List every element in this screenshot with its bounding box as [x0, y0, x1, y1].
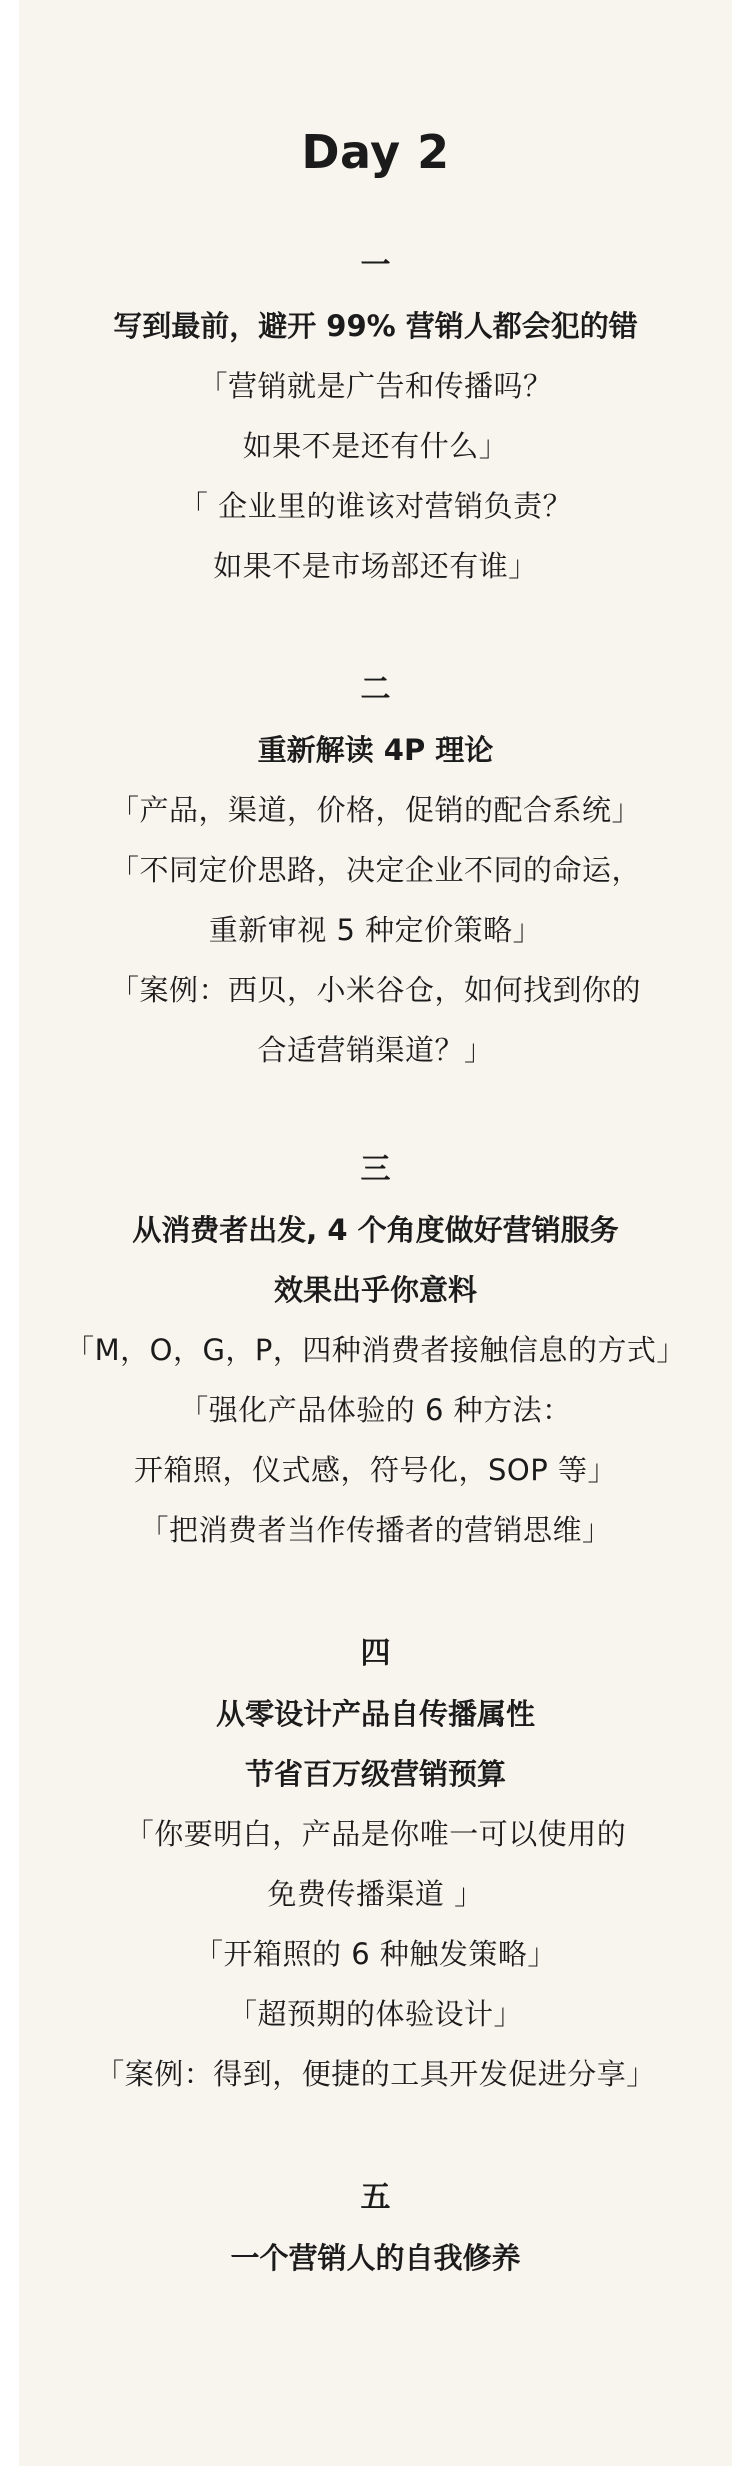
section-4-numeral: 四 — [360, 1636, 391, 1671]
section-4-line-3: 「开箱照的 6 种触发策略」 — [194, 1937, 557, 1971]
section-4-line-1: 「你要明白，产品是你唯一可以使用的 — [124, 1817, 627, 1851]
section-2-line-1: 「产品，渠道，价格，促销的配合系统」 — [109, 793, 641, 827]
section-2-line-3: 重新审视 5 种定价策略」 — [208, 913, 543, 947]
section-4-heading-1: 从零设计产品自传播属性 — [215, 1697, 535, 1731]
section-1-numeral: 一 — [360, 248, 391, 283]
section-3-heading-2: 效果出乎你意料 — [273, 1273, 477, 1307]
section-2-line-5: 合适营销渠道？」 — [257, 1033, 494, 1067]
section-4-line-2: 免费传播渠道 」 — [267, 1877, 484, 1911]
section-2-heading: 重新解读 4P 理论 — [257, 733, 494, 767]
section-3-line-4: 「把消费者当作传播者的营销思维」 — [139, 1513, 612, 1547]
section-4-heading-2: 节省百万级营销预算 — [244, 1757, 506, 1791]
section-2-numeral: 二 — [360, 672, 391, 707]
section-3-line-1: 「M，O，G，P，四种消费者接触信息的方式」 — [65, 1333, 686, 1367]
content-card — [19, 0, 732, 2466]
section-1-line-4: 如果不是市场部还有谁」 — [213, 549, 538, 583]
section-3-line-3: 开箱照，仪式感，符号化，SOP 等」 — [134, 1453, 617, 1487]
section-1-line-1: 「营销就是广告和传播吗？ — [198, 369, 553, 403]
page-title: Day 2 — [301, 125, 450, 179]
section-1-line-2: 如果不是还有什么」 — [242, 429, 509, 463]
section-2-line-2: 「不同定价思路，决定企业不同的命运， — [109, 853, 641, 887]
section-4-line-4: 「超预期的体验设计」 — [227, 1997, 523, 2031]
section-4-line-5: 「案例：得到，便捷的工具开发促进分享」 — [95, 2057, 656, 2091]
section-3-line-2: 「强化产品体验的 6 种方法： — [179, 1393, 572, 1427]
section-5-numeral: 五 — [360, 2180, 391, 2215]
section-3-numeral: 三 — [360, 1152, 391, 1187]
section-1-heading: 写到最前，避开 99% 营销人都会犯的错 — [113, 309, 638, 343]
section-5-heading: 一个营销人的自我修养 — [230, 2241, 521, 2275]
section-3-heading-1: 从消费者出发, 4 个角度做好营销服务 — [132, 1213, 619, 1247]
section-2-line-4: 「案例：西贝，小米谷仓，如何找到你的 — [109, 973, 641, 1007]
section-1-line-3: 「 企业里的谁该对营销负责？ — [178, 489, 573, 523]
